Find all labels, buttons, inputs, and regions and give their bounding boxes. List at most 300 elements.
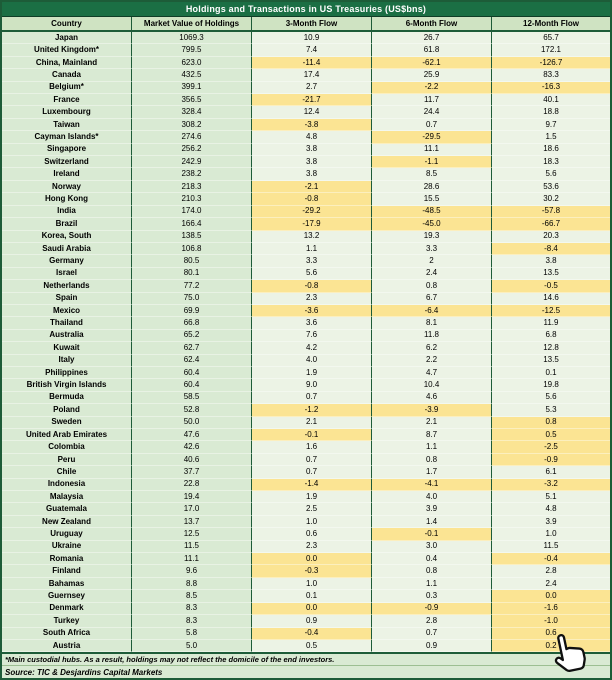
table-row <box>2 293 610 305</box>
holdings-cell: 8.3 <box>132 615 252 627</box>
flow-12m-cell: 13.5 <box>492 355 610 367</box>
country-cell: Germany <box>2 255 132 267</box>
table-row <box>2 516 610 528</box>
table-row <box>2 119 610 131</box>
table-row <box>2 441 610 453</box>
flow-3m-cell: 3.3 <box>252 255 372 267</box>
holdings-cell: 80.5 <box>132 255 252 267</box>
flow-12m-cell: 20.3 <box>492 231 610 243</box>
holdings-cell: 138.5 <box>132 231 252 243</box>
flow-12m-cell: 19.8 <box>492 379 610 391</box>
flow-12m-cell: -1.0 <box>492 615 610 627</box>
flow-3m-cell: 0.0 <box>252 603 372 615</box>
flow-12m-cell: -3.2 <box>492 479 610 491</box>
flow-12m-cell: -126.7 <box>492 57 610 69</box>
flow-3m-cell: -0.8 <box>252 193 372 205</box>
flow-3m-cell: 2.7 <box>252 82 372 94</box>
country-cell: Poland <box>2 404 132 416</box>
flow-6m-cell: -3.9 <box>372 404 492 416</box>
country-cell: Norway <box>2 181 132 193</box>
flow-3m-cell: 3.6 <box>252 317 372 329</box>
holdings-cell: 11.5 <box>132 541 252 553</box>
flow-3m-cell: 17.4 <box>252 69 372 81</box>
flow-3m-cell: 1.1 <box>252 243 372 255</box>
holdings-cell: 62.4 <box>132 355 252 367</box>
table-row <box>2 491 610 503</box>
table-row <box>2 466 610 478</box>
flow-3m-cell: 0.7 <box>252 454 372 466</box>
country-cell: New Zealand <box>2 516 132 528</box>
country-cell: Luxembourg <box>2 106 132 118</box>
flow-3m-cell: 7.6 <box>252 330 372 342</box>
flow-6m-cell: -4.1 <box>372 479 492 491</box>
holdings-cell: 308.2 <box>132 119 252 131</box>
flow-6m-cell: -48.5 <box>372 206 492 218</box>
holdings-cell: 218.3 <box>132 181 252 193</box>
table-row <box>2 565 610 577</box>
table-row <box>2 640 610 652</box>
flow-12m-cell: -8.4 <box>492 243 610 255</box>
country-cell: Bahamas <box>2 578 132 590</box>
flow-12m-cell: -0.4 <box>492 553 610 565</box>
holdings-cell: 432.5 <box>132 69 252 81</box>
country-cell: Sweden <box>2 417 132 429</box>
holdings-cell: 5.8 <box>132 628 252 640</box>
holdings-cell: 52.8 <box>132 404 252 416</box>
flow-6m-cell: 1.1 <box>372 578 492 590</box>
table-row <box>2 94 610 106</box>
flow-3m-cell: 0.9 <box>252 615 372 627</box>
flow-3m-cell: 4.2 <box>252 342 372 354</box>
flow-12m-cell: -16.3 <box>492 82 610 94</box>
flow-12m-cell: -0.5 <box>492 280 610 292</box>
flow-12m-cell: 18.8 <box>492 106 610 118</box>
flow-6m-cell: 24.4 <box>372 106 492 118</box>
flow-3m-cell: 3.8 <box>252 144 372 156</box>
holdings-cell: 174.0 <box>132 206 252 218</box>
flow-3m-cell: 3.8 <box>252 168 372 180</box>
flow-6m-cell: -6.4 <box>372 305 492 317</box>
flow-3m-cell: 1.6 <box>252 441 372 453</box>
table-row <box>2 181 610 193</box>
table-row <box>2 106 610 118</box>
table-row <box>2 305 610 317</box>
country-cell: Peru <box>2 454 132 466</box>
flow-3m-cell: 1.0 <box>252 516 372 528</box>
holdings-cell: 5.0 <box>132 640 252 652</box>
flow-6m-cell: 2.2 <box>372 355 492 367</box>
flow-6m-cell: 8.1 <box>372 317 492 329</box>
flow-3m-cell: -17.9 <box>252 218 372 230</box>
table-title: Holdings and Transactions in US Treasuries (US$bns) <box>2 2 610 17</box>
table-row <box>2 144 610 156</box>
flow-3m-cell: -21.7 <box>252 94 372 106</box>
holdings-cell: 238.2 <box>132 168 252 180</box>
country-cell: Romania <box>2 553 132 565</box>
flow-12m-cell: 18.6 <box>492 144 610 156</box>
table-row <box>2 367 610 379</box>
flow-3m-cell: 0.5 <box>252 640 372 652</box>
holdings-cell: 256.2 <box>132 144 252 156</box>
flow-6m-cell: -1.1 <box>372 156 492 168</box>
flow-3m-cell: -1.4 <box>252 479 372 491</box>
flow-6m-cell: 2.8 <box>372 615 492 627</box>
flow-6m-cell: 0.4 <box>372 553 492 565</box>
holdings-cell: 8.5 <box>132 590 252 602</box>
flow-3m-cell: -3.6 <box>252 305 372 317</box>
flow-3m-cell: 2.1 <box>252 417 372 429</box>
table-row <box>2 168 610 180</box>
country-cell: South Africa <box>2 628 132 640</box>
column-header-6-month-flow: 6-Month Flow <box>372 17 492 30</box>
table-row <box>2 417 610 429</box>
holdings-cell: 13.7 <box>132 516 252 528</box>
table-row <box>2 268 610 280</box>
holdings-cell: 242.9 <box>132 156 252 168</box>
flow-12m-cell: 5.1 <box>492 491 610 503</box>
country-cell: Korea, South <box>2 231 132 243</box>
holdings-cell: 399.1 <box>132 82 252 94</box>
flow-6m-cell: 1.7 <box>372 466 492 478</box>
country-cell: Denmark <box>2 603 132 615</box>
table-row <box>2 603 610 615</box>
flow-3m-cell: 1.0 <box>252 578 372 590</box>
table-row <box>2 193 610 205</box>
table-row <box>2 379 610 391</box>
table-row <box>2 330 610 342</box>
table-source: Source: TIC & Desjardins Capital Markets <box>2 665 610 678</box>
flow-12m-cell: 6.8 <box>492 330 610 342</box>
holdings-cell: 37.7 <box>132 466 252 478</box>
country-cell: Netherlands <box>2 280 132 292</box>
country-cell: Japan <box>2 32 132 44</box>
table-row <box>2 528 610 540</box>
flow-6m-cell: 0.7 <box>372 119 492 131</box>
flow-12m-cell: 3.8 <box>492 255 610 267</box>
flow-6m-cell: 3.9 <box>372 503 492 515</box>
flow-3m-cell: 0.7 <box>252 392 372 404</box>
table-row <box>2 541 610 553</box>
country-cell: Guatemala <box>2 503 132 515</box>
flow-3m-cell: 2.3 <box>252 293 372 305</box>
holdings-cell: 12.5 <box>132 528 252 540</box>
flow-12m-cell: 40.1 <box>492 94 610 106</box>
holdings-cell: 22.8 <box>132 479 252 491</box>
holdings-cell: 328.4 <box>132 106 252 118</box>
flow-6m-cell: 2.1 <box>372 417 492 429</box>
country-cell: Ireland <box>2 168 132 180</box>
country-cell: Turkey <box>2 615 132 627</box>
table-row <box>2 355 610 367</box>
table-row <box>2 280 610 292</box>
holdings-cell: 65.2 <box>132 330 252 342</box>
table-row <box>2 57 610 69</box>
flow-3m-cell: 0.1 <box>252 590 372 602</box>
flow-3m-cell: 12.4 <box>252 106 372 118</box>
flow-3m-cell: -11.4 <box>252 57 372 69</box>
flow-12m-cell: 53.6 <box>492 181 610 193</box>
table-header-row <box>2 17 610 32</box>
flow-6m-cell: 19.3 <box>372 231 492 243</box>
table-row <box>2 553 610 565</box>
country-cell: Austria <box>2 640 132 652</box>
table-row <box>2 231 610 243</box>
flow-6m-cell: 6.7 <box>372 293 492 305</box>
flow-12m-cell: 18.3 <box>492 156 610 168</box>
country-cell: Taiwan <box>2 119 132 131</box>
holdings-cell: 356.5 <box>132 94 252 106</box>
holdings-cell: 274.6 <box>132 131 252 143</box>
flow-3m-cell: 4.0 <box>252 355 372 367</box>
flow-6m-cell: 10.4 <box>372 379 492 391</box>
flow-3m-cell: -0.1 <box>252 429 372 441</box>
country-cell: Brazil <box>2 218 132 230</box>
flow-6m-cell: -2.2 <box>372 82 492 94</box>
country-cell: China, Mainland <box>2 57 132 69</box>
holdings-cell: 9.6 <box>132 565 252 577</box>
flow-12m-cell: 0.2 <box>492 640 610 652</box>
flow-6m-cell: 15.5 <box>372 193 492 205</box>
holdings-cell: 62.7 <box>132 342 252 354</box>
table-body <box>2 32 610 652</box>
table-row <box>2 69 610 81</box>
flow-6m-cell: 0.8 <box>372 565 492 577</box>
flow-3m-cell: 0.0 <box>252 553 372 565</box>
country-cell: Chile <box>2 466 132 478</box>
flow-6m-cell: -45.0 <box>372 218 492 230</box>
country-cell: Bermuda <box>2 392 132 404</box>
flow-12m-cell: 4.8 <box>492 503 610 515</box>
flow-12m-cell: 13.5 <box>492 268 610 280</box>
holdings-cell: 80.1 <box>132 268 252 280</box>
flow-6m-cell: 8.7 <box>372 429 492 441</box>
flow-6m-cell: 28.6 <box>372 181 492 193</box>
flow-6m-cell: 4.7 <box>372 367 492 379</box>
country-cell: Finland <box>2 565 132 577</box>
flow-6m-cell: 0.3 <box>372 590 492 602</box>
table-row <box>2 404 610 416</box>
country-cell: Malaysia <box>2 491 132 503</box>
country-cell: Singapore <box>2 144 132 156</box>
holdings-cell: 106.8 <box>132 243 252 255</box>
table-row <box>2 503 610 515</box>
holdings-cell: 8.3 <box>132 603 252 615</box>
table-row <box>2 615 610 627</box>
flow-12m-cell: 11.5 <box>492 541 610 553</box>
flow-12m-cell: -66.7 <box>492 218 610 230</box>
flow-12m-cell: 11.9 <box>492 317 610 329</box>
flow-12m-cell: 12.8 <box>492 342 610 354</box>
flow-3m-cell: 0.7 <box>252 466 372 478</box>
holdings-cell: 75.0 <box>132 293 252 305</box>
flow-12m-cell: 2.8 <box>492 565 610 577</box>
table-row <box>2 255 610 267</box>
flow-6m-cell: 26.7 <box>372 32 492 44</box>
country-cell: Saudi Arabia <box>2 243 132 255</box>
country-cell: Colombia <box>2 441 132 453</box>
table-row <box>2 342 610 354</box>
flow-12m-cell: 9.7 <box>492 119 610 131</box>
holdings-cell: 166.4 <box>132 218 252 230</box>
flow-12m-cell: 83.3 <box>492 69 610 81</box>
country-cell: Hong Kong <box>2 193 132 205</box>
flow-6m-cell: 0.8 <box>372 454 492 466</box>
holdings-cell: 47.6 <box>132 429 252 441</box>
flow-6m-cell: 0.7 <box>372 628 492 640</box>
holdings-cell: 11.1 <box>132 553 252 565</box>
flow-12m-cell: -12.5 <box>492 305 610 317</box>
country-cell: Italy <box>2 355 132 367</box>
flow-6m-cell: 61.8 <box>372 44 492 56</box>
flow-12m-cell: 172.1 <box>492 44 610 56</box>
flow-6m-cell: 2 <box>372 255 492 267</box>
holdings-cell: 40.6 <box>132 454 252 466</box>
holdings-cell: 17.0 <box>132 503 252 515</box>
flow-6m-cell: 25.9 <box>372 69 492 81</box>
flow-3m-cell: 9.0 <box>252 379 372 391</box>
holdings-cell: 210.3 <box>132 193 252 205</box>
flow-6m-cell: 0.8 <box>372 280 492 292</box>
flow-3m-cell: 4.8 <box>252 131 372 143</box>
country-cell: Canada <box>2 69 132 81</box>
flow-12m-cell: 5.6 <box>492 392 610 404</box>
country-cell: India <box>2 206 132 218</box>
flow-12m-cell: 65.7 <box>492 32 610 44</box>
flow-6m-cell: 11.7 <box>372 94 492 106</box>
flow-3m-cell: 1.9 <box>252 491 372 503</box>
country-cell: Uruguay <box>2 528 132 540</box>
column-header-12-month-flow: 12-Month Flow <box>523 19 579 28</box>
holdings-cell: 1069.3 <box>132 32 252 44</box>
flow-12m-cell: 5.6 <box>492 168 610 180</box>
flow-12m-cell: 0.1 <box>492 367 610 379</box>
flow-3m-cell: 5.6 <box>252 268 372 280</box>
country-cell: Spain <box>2 293 132 305</box>
flow-6m-cell: 3.3 <box>372 243 492 255</box>
flow-12m-cell: -57.8 <box>492 206 610 218</box>
flow-6m-cell: 1.4 <box>372 516 492 528</box>
flow-6m-cell: 11.1 <box>372 144 492 156</box>
flow-6m-cell: 8.5 <box>372 168 492 180</box>
flow-12m-cell: 1.5 <box>492 131 610 143</box>
flow-3m-cell: 10.9 <box>252 32 372 44</box>
holdings-cell: 66.8 <box>132 317 252 329</box>
table-row <box>2 44 610 56</box>
flow-3m-cell: 1.9 <box>252 367 372 379</box>
flow-6m-cell: -0.1 <box>372 528 492 540</box>
country-cell: Guernsey <box>2 590 132 602</box>
column-header-country: Country <box>2 17 132 30</box>
holdings-cell: 623.0 <box>132 57 252 69</box>
country-cell: United Kingdom* <box>2 44 132 56</box>
table-row <box>2 479 610 491</box>
flow-12m-cell: 14.6 <box>492 293 610 305</box>
country-cell: Israel <box>2 268 132 280</box>
holdings-cell: 58.5 <box>132 392 252 404</box>
holdings-cell: 799.5 <box>132 44 252 56</box>
table-row <box>2 392 610 404</box>
flow-12m-cell: 0.6 <box>492 628 610 640</box>
flow-3m-cell: -2.1 <box>252 181 372 193</box>
flow-3m-cell: -3.8 <box>252 119 372 131</box>
holdings-cell: 8.8 <box>132 578 252 590</box>
country-cell: Kuwait <box>2 342 132 354</box>
flow-3m-cell: -0.8 <box>252 280 372 292</box>
table-row <box>2 156 610 168</box>
flow-3m-cell: 0.6 <box>252 528 372 540</box>
flow-6m-cell: -29.5 <box>372 131 492 143</box>
flow-12m-cell: 5.3 <box>492 404 610 416</box>
table-row <box>2 578 610 590</box>
flow-12m-cell: 0.8 <box>492 417 610 429</box>
flow-3m-cell: -29.2 <box>252 206 372 218</box>
table-row <box>2 243 610 255</box>
flow-6m-cell: 1.1 <box>372 441 492 453</box>
table-row <box>2 590 610 602</box>
flow-3m-cell: -0.3 <box>252 565 372 577</box>
flow-3m-cell: 13.2 <box>252 231 372 243</box>
country-cell: Mexico <box>2 305 132 317</box>
hand-cursor-icon <box>542 625 599 680</box>
table-row <box>2 32 610 44</box>
country-cell: Australia <box>2 330 132 342</box>
country-cell: Cayman Islands* <box>2 131 132 143</box>
flow-6m-cell: 4.0 <box>372 491 492 503</box>
flow-12m-cell: 2.4 <box>492 578 610 590</box>
country-cell: Philippines <box>2 367 132 379</box>
column-header-market-value: Market Value of Holdings <box>132 17 252 30</box>
flow-3m-cell: 7.4 <box>252 44 372 56</box>
flow-12m-cell: 6.1 <box>492 466 610 478</box>
flow-12m-cell: -0.9 <box>492 454 610 466</box>
holdings-cell: 69.9 <box>132 305 252 317</box>
flow-12m-cell: 0.5 <box>492 429 610 441</box>
country-cell: France <box>2 94 132 106</box>
flow-6m-cell: 0.9 <box>372 640 492 652</box>
table-row <box>2 218 610 230</box>
country-cell: United Arab Emirates <box>2 429 132 441</box>
flow-12m-cell: 0.0 <box>492 590 610 602</box>
flow-6m-cell: 3.0 <box>372 541 492 553</box>
flow-3m-cell: 2.5 <box>252 503 372 515</box>
holdings-cell: 19.4 <box>132 491 252 503</box>
flow-12m-cell: 30.2 <box>492 193 610 205</box>
country-cell: British Virgin Islands <box>2 379 132 391</box>
column-header-3-month-flow: 3-Month Flow <box>252 17 372 30</box>
country-cell: Thailand <box>2 317 132 329</box>
holdings-cell: 60.4 <box>132 379 252 391</box>
flow-12m-cell: -2.5 <box>492 441 610 453</box>
holdings-cell: 60.4 <box>132 367 252 379</box>
flow-12m-cell: 1.0 <box>492 528 610 540</box>
flow-3m-cell: -0.4 <box>252 628 372 640</box>
flow-6m-cell: 6.2 <box>372 342 492 354</box>
country-cell: Belgium* <box>2 82 132 94</box>
flow-6m-cell: 11.8 <box>372 330 492 342</box>
table-row <box>2 317 610 329</box>
holdings-cell: 50.0 <box>132 417 252 429</box>
flow-3m-cell: 2.3 <box>252 541 372 553</box>
flow-6m-cell: 4.6 <box>372 392 492 404</box>
flow-3m-cell: -1.2 <box>252 404 372 416</box>
flow-12m-cell: -1.6 <box>492 603 610 615</box>
flow-3m-cell: 3.8 <box>252 156 372 168</box>
table-row <box>2 206 610 218</box>
table-row <box>2 131 610 143</box>
country-cell: Ukraine <box>2 541 132 553</box>
table-row <box>2 429 610 441</box>
table-row <box>2 82 610 94</box>
